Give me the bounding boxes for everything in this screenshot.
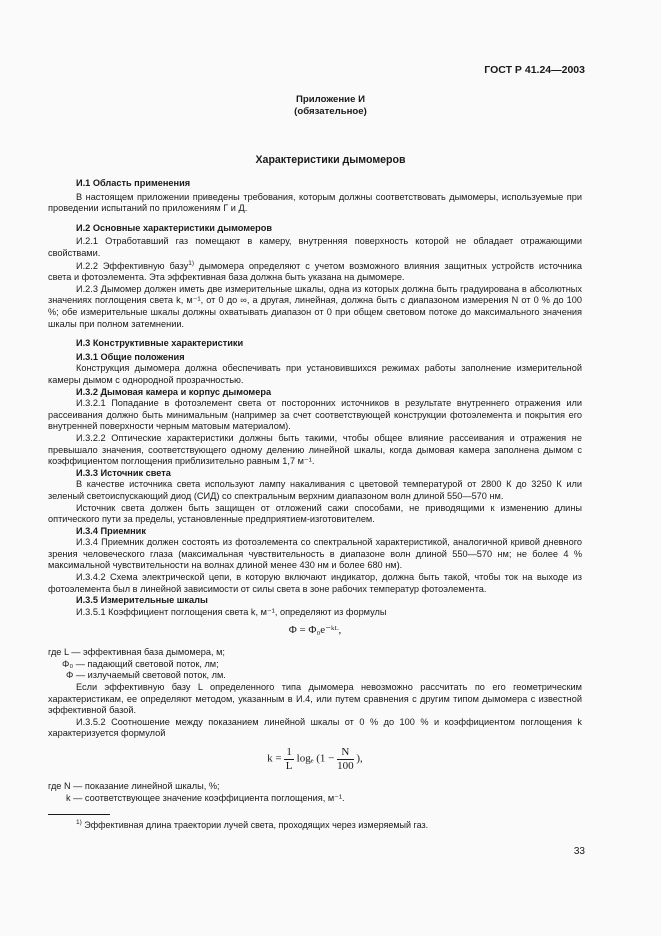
footnote-text: Эффективная длина траектории лучей света, проходящих через измеряемый газ.	[81, 819, 429, 830]
footnote	[76, 819, 582, 831]
paragraph: Источник света должен быть защищен от отложений сажи способами, не приводящими к изменению длины оптического пути за пределы, установленные предприятием-изготовителем.	[48, 502, 582, 525]
subsection-heading: И.3.5 Измерительные шкалы	[76, 595, 208, 606]
paragraph: И.3.5.2 Соотношение между показанием линейной шкалы от 0 % до 100 % и коэффициентом поглощения k характеризуется формулой	[48, 716, 582, 739]
annex-heading	[0, 94, 661, 119]
formula-absorption	[48, 746, 582, 772]
paragraph: И.2.1 Отработавший газ помещают в камеру, внутренняя поверхность которой не обладает отражающими свойствами.	[48, 236, 582, 258]
footnote-mark: 1)	[76, 818, 82, 826]
page-number: 33	[573, 846, 585, 857]
annex-status: (обязательное)	[294, 106, 367, 118]
paragraph: И.3.4.2 Схема электрической цепи, в которую включают индикатор, должна быть такой, чтобы ток на выходе из фотоэлемента был в линейной зависимости от силы света в зоне рабочих температур фотоэлемента.	[48, 572, 582, 594]
subsection-heading: И.3.4 Приемник	[76, 525, 146, 536]
variable-definition: Φ₀ — падающий световой поток, лм;	[62, 658, 219, 669]
section-heading-3: И.3 Конструктивные характеристики	[76, 338, 244, 349]
paragraph: В настоящем приложении приведены требования, которым должны соответствовать дымомеры, используемые при проведении испытаний по приложениям Г и Д.	[48, 191, 582, 214]
variable-definition: где L — эффективная база дымомера, м;	[48, 647, 225, 658]
variable-definition: k — соответствующее значение коэффициента поглощения, м⁻¹.	[66, 792, 345, 803]
text: И.2.2 Эффективную базу	[76, 260, 189, 271]
paragraph-with-footnote	[48, 260, 582, 284]
denominator: 100	[337, 759, 354, 772]
subsection-heading: И.3.3 Источник света	[76, 467, 171, 478]
section-heading-2: И.2 Основные характеристики дымомеров	[76, 222, 273, 233]
fraction-N-over-100	[337, 746, 354, 772]
subsection-heading: И.3.2 Дымовая камера и корпус дымомера	[76, 386, 272, 397]
annex-body	[48, 175, 582, 831]
document-id: ГОСТ Р 41.24—2003	[484, 64, 585, 76]
formula-end: ),	[356, 752, 363, 765]
paragraph: Если эффективную базу L определенного типа дымомера невозможно рассчитать по его геометрическим характеристикам, ее определяют методом, указанным в И.4, или путем сравнения с другим типом дымомера с известной эффективной базой.	[48, 682, 582, 716]
paragraph: И.3.2.2 Оптические характеристики должны быть такими, чтобы общее влияние рассеивания и отражения не превышало значения, соответствующего одному делению линейной шкалы, когда дымовая камера заполнена дымом с коэффициентом поглощения приблизительно равным 1,7 м⁻¹.	[48, 432, 582, 467]
fraction-one-over-L	[284, 746, 294, 772]
formula-flux: Φ = Φ₀e⁻ᵏᴸ,	[288, 624, 342, 637]
subsection-heading: И.3.1 Общие положения	[76, 351, 185, 362]
paragraph: И.3.5.1 Коэффициент поглощения света k, м⁻¹, определяют из формулы	[76, 606, 387, 617]
numerator: N	[337, 746, 354, 760]
text: дымомера определяют с учетом возможного влияния защитных устройств источника света и фотоэлемента. Эта эффективная база должна быть указана на дымомере.	[48, 260, 582, 283]
paragraph: В качестве источника света используют лампу накаливания с цветовой температурой от 2800 К до 3250 К или зеленый светоиспускающий диод (СИД) со спектральным верхним диапазоном волн длиной 550—570 нм.	[48, 479, 582, 501]
paragraph: И.2.3 Дымомер должен иметь две измерительные шкалы, одна из которых должна быть градуирована в абсолютных значениях поглощения света k, м⁻¹, от 0 до ∞, а другая, линейная, должна быть с диапазоном измерения N от 0 % до 100 %; обе измерительные шкалы должны охватывать диапазон от 0 при общем световом потоке до максимального значения шкалы при полном затемнении.	[48, 283, 582, 329]
denominator: L	[285, 759, 293, 772]
paragraph: И.3.4 Приемник должен состоять из фотоэлемента со спектральной характеристикой, аналогичной кривой дневного зрения человеческого глаза (максимальная чувствительность в диапазоне волн длиной 550—570 нм; не более 4 % максимальной чувствительности на волнах длиной менее 430 нм и более 680 нм).	[48, 537, 582, 571]
section-heading-1: И.1 Область применения	[76, 178, 191, 188]
paragraph: И.3.2.1 Попадание в фотоэлемент света от посторонних источников в результате внутреннего отражения или рассеивания должно быть минимальным (например за счет соответствующей конструкции фотоэлемента и покрытия его внутренней поверхности черным матовым материалом).	[48, 398, 582, 432]
footnote-divider	[48, 814, 110, 815]
annex-label: Приложение И	[296, 94, 365, 105]
paragraph: Конструкция дымомера должна обеспечивать при установившихся режимах работы заполнение измерительной камеры дымом с однородной прозрачностью.	[48, 363, 582, 385]
variable-definition: где N — показание линейной шкалы, %;	[48, 781, 220, 792]
numerator: 1	[286, 746, 292, 759]
formula-lhs: k =	[267, 752, 285, 765]
annex-title: Характеристики дымомеров	[255, 154, 406, 166]
formula-log: logₑ (1 −	[296, 752, 338, 765]
variable-definition: Φ — излучаемый световой поток, лм.	[66, 670, 226, 681]
footnote-ref: 1)	[188, 259, 194, 267]
